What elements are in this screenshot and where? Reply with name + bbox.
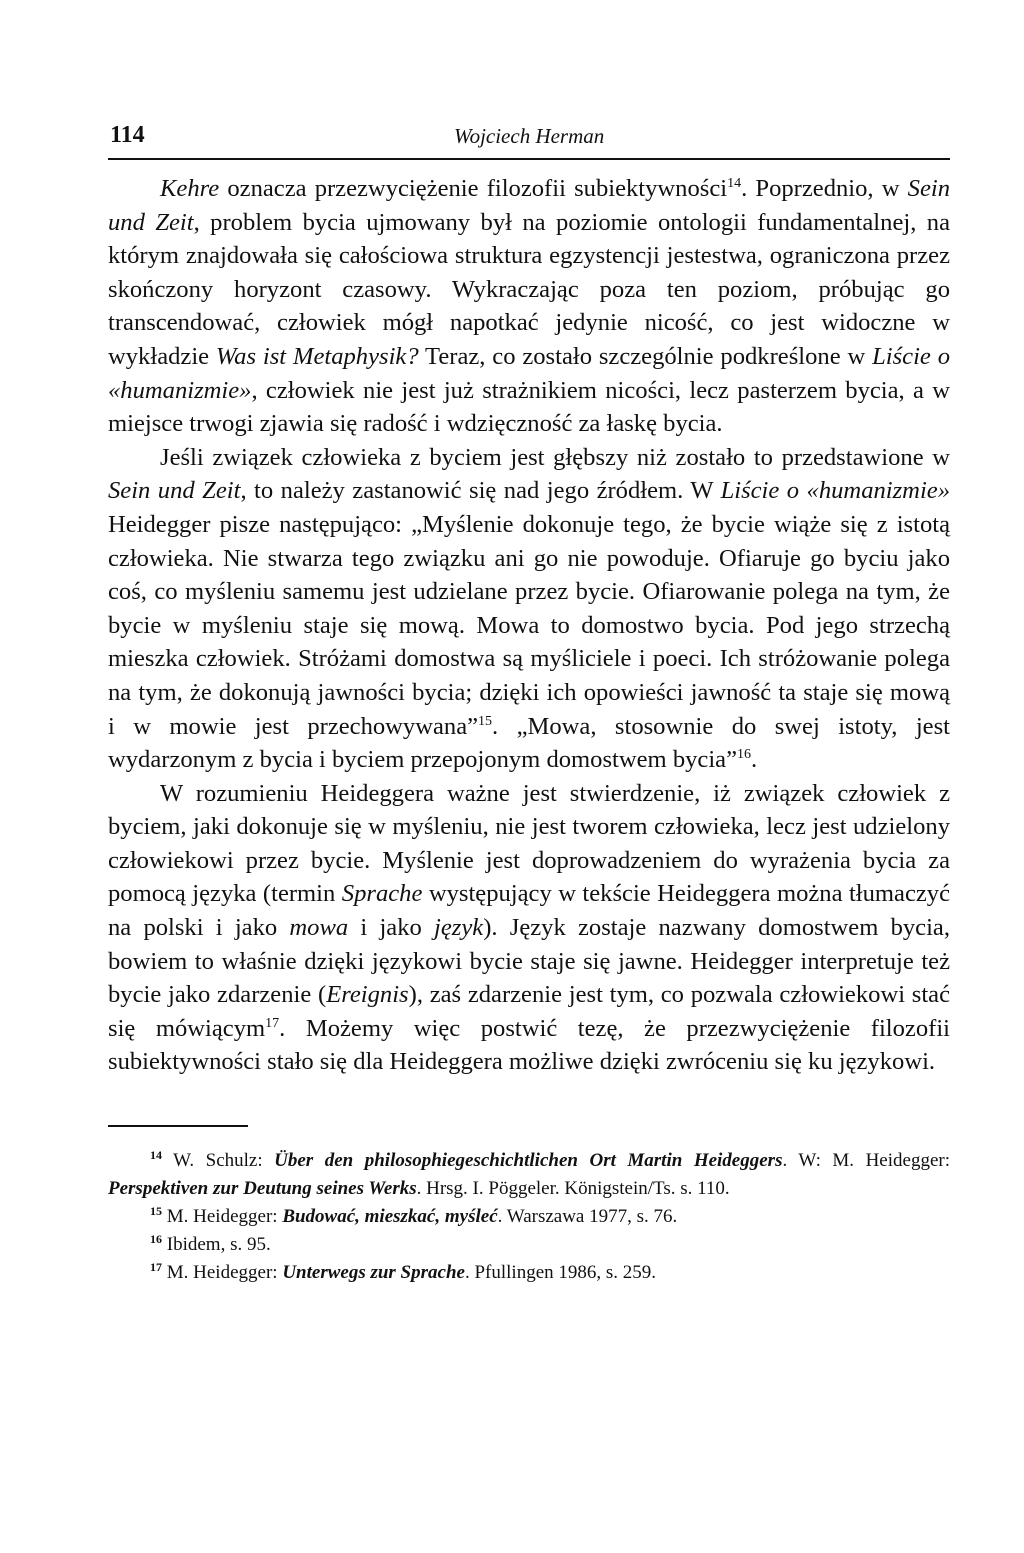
italic-text: Sein und Zeit xyxy=(108,477,241,505)
footnote-marker: 15 xyxy=(478,713,493,729)
italic-text: Liście o «humanizmie» xyxy=(720,477,950,505)
italic-text: Perspektiven zur Deutung seines Werks xyxy=(108,1178,417,1200)
text-run: ). Język zostaje nazwany domostwem bycia, bowiem to właśnie dzięki językowi bycie staje się jawne. Heidegger interpretuje też bycie jako zdarzenie ( xyxy=(108,914,950,1009)
text-run: , człowiek nie jest już strażnikiem nicości, lecz pasterzem bycia, a w miejsce trwogi zjawia się radość i wdzięczność za łaskę bycia. xyxy=(108,376,950,438)
footnote xyxy=(108,1147,950,1203)
running-head xyxy=(108,118,950,160)
text-run: oznacza przezwyciężenie filozofii subiektywności xyxy=(219,175,728,202)
text-run: ), zaś zdarzenie jest tym, co pozwala człowiekowi stać się mówiącym xyxy=(108,981,951,1042)
footnote xyxy=(108,1203,950,1231)
text-run: i jako xyxy=(348,914,435,942)
text-run: Heidegger pisze następująco: „Myślenie dokonuje tego, że bycie wiąże się z istotą człowieka. Nie stwarza tego związku ani go nie powoduje. Ofiaruje go byciu jako coś, co myśleniu samemu jest udzielane przez bycie. Ofiarowanie polega na tym, że bycie w myśleniu staje się mową. Mowa to domostwo bycia. Pod jego strzechą mieszka człowiek. Stróżami domostwa są myśliciele i poeci. Ich stróżowanie polega na tym, że dokonują jawności bycia; dzięki ich opowieści jawność ta staje się mową i w mowie jest przechowywana” xyxy=(108,510,950,740)
page-number: 114 xyxy=(110,122,145,148)
footnotes xyxy=(108,1147,950,1287)
italic-text: Über den philosophiegeschichtlichen Ort Martin Heideggers xyxy=(274,1150,783,1172)
text-run: . W: M. Heidegger: xyxy=(782,1150,950,1172)
footnote-marker: 14 xyxy=(727,176,742,191)
footnote-marker: 15 xyxy=(150,1204,162,1219)
text-run: , problem bycia ujmowany był na poziomie ontologii fundamentalnej, na którym znajdowała się całościowa struktura egzystencji jestestwa, ograniczona przez skończony horyzont czasowy. Wykraczając poza ten poziom, próbując go transcendować, człowiek mógł napotkać jedynie nicość, co jest widoczne w wykładzie xyxy=(108,208,950,370)
document-page xyxy=(108,118,950,1287)
footnote-marker: 17 xyxy=(265,1015,280,1031)
italic-text: Ereignis xyxy=(326,981,409,1009)
running-title: Wojciech Herman xyxy=(454,124,605,148)
text-run: . Poprzednio, w xyxy=(741,175,908,202)
footnote-divider xyxy=(108,1125,248,1127)
text-run: Teraz, co zostało szczególnie podkreślone w xyxy=(418,342,873,370)
text-run: . „Mowa, stosownie do swej istoty, jest wydarzonym z bycia i byciem przepojonym domostwem bycia” xyxy=(108,712,950,774)
text-run: W rozumieniu Heideggera ważne jest stwierdzenie, iż związek człowiek z byciem, jaki dokonuje się w myśleniu, nie jest tworem człowieka, lecz jest udzielony człowiekowi przez bycie. Myślenie jest doprowadzeniem do wyrażenia bycia za pomocą języka (termin xyxy=(108,779,950,908)
text-run: . Warszawa 1977, s. 76. xyxy=(497,1206,678,1228)
italic-text: Liście o «humanizmie» xyxy=(108,342,950,404)
text-run: Ibidem, s. 95. xyxy=(162,1234,271,1256)
footnote xyxy=(108,1259,950,1287)
text-run: . Możemy więc postwić tezę, że przezwyciężenie filozofii subiektywności stało się dla Heideggera możliwe dzięki zwróceniu się ku językowi. xyxy=(108,1014,950,1076)
footnote-marker: 17 xyxy=(150,1260,162,1275)
paragraph xyxy=(108,172,950,441)
text-run: występujący w tekście Heideggera można tłumaczyć na polski i jako xyxy=(108,880,950,942)
text-run: Jeśli związek człowieka z byciem jest głębszy niż zostało to przedstawione w xyxy=(160,443,950,471)
text-run: W. Schulz: xyxy=(162,1150,275,1172)
paragraph xyxy=(108,777,950,1079)
italic-text: Unterwegs zur Sprache xyxy=(282,1262,465,1284)
text-run: , to należy zastanowić się nad jego źródłem. W xyxy=(240,477,721,505)
italic-text: Sprache xyxy=(341,880,423,908)
footnote-marker: 16 xyxy=(150,1232,162,1247)
italic-text: Sein und Zeit xyxy=(108,175,950,236)
text-run: . Hrsg. I. Pöggeler. Königstein/Ts. s. 110. xyxy=(416,1178,730,1200)
italic-text: mowa xyxy=(289,914,349,942)
paragraph xyxy=(108,441,950,777)
italic-text: język xyxy=(434,914,484,942)
italic-text: Budować, mieszkać, myśleć xyxy=(282,1206,498,1228)
footnote-marker: 14 xyxy=(150,1148,162,1163)
body-text xyxy=(108,172,950,1079)
footnote xyxy=(108,1231,950,1259)
text-run: M. Heidegger: xyxy=(162,1262,283,1284)
text-run: . xyxy=(751,746,758,774)
italic-text: Kehre xyxy=(160,175,220,202)
text-run: . Pfullingen 1986, s. 259. xyxy=(464,1262,657,1284)
text-run: M. Heidegger: xyxy=(162,1206,283,1228)
footnote-marker: 16 xyxy=(737,747,752,763)
italic-text: Was ist Metaphysik? xyxy=(215,342,419,370)
